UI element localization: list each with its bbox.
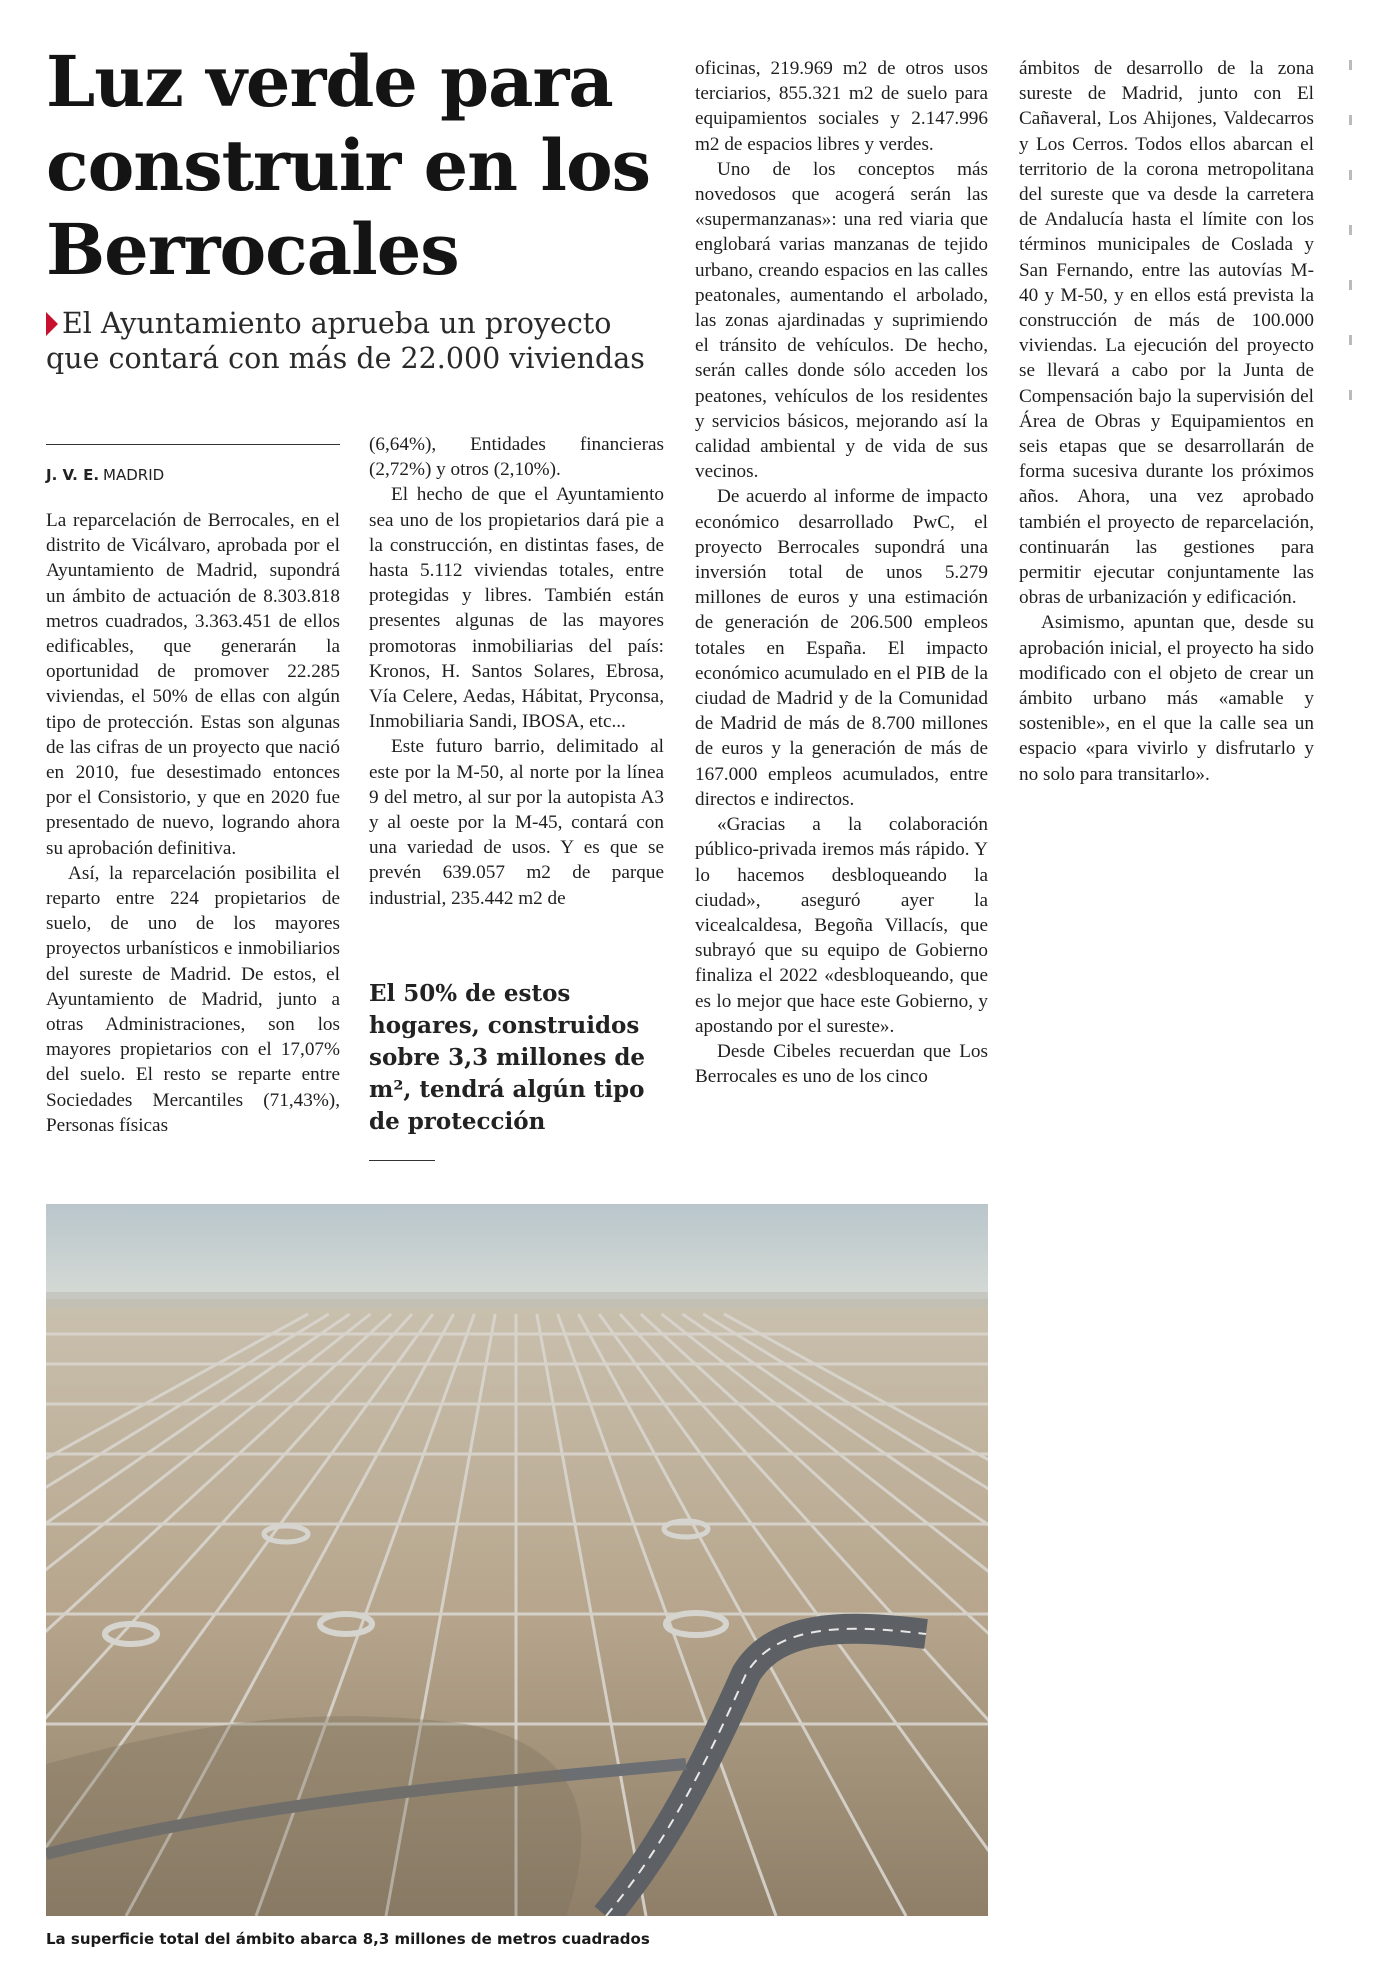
paragraph: ámbitos de desarrollo de la zona sureste de Madrid, junto con El Cañaveral, Los Ahijones, Valdecarros y Los Cerros. Todos ellos abarcan el territorio de la corona metropolitana del sureste que va desde la carretera de Andalucía hasta el límite con los términos municipales de Coslada y San Fernando, entre las autovías M-40 y M-50, y en ellos está prevista la construcción de más de 100.000 viviendas. La ejecución del proyecto se llevará a cabo por la Junta de Compensación bajo la supervisión del Área de Obras y Equipamientos en seis etapas que se desarrollarán de forma sucesiva durante los próximos años. Ahora, una vez aprobado también el proyecto de reparcelación, continuarán las gestiones para permitir ejecutar conjuntamente las obras de urbanización y edificación. bbox=[1019, 58, 1314, 609]
paragraph: «Gracias a la colaboración público-privada iremos más rápido. Y lo hacemos desbloqueando la ciudad», aseguró ayer la vicealcaldesa, Begoña Villacís, que subrayó que su equipo de Gobierno finaliza el 2022 «desbloqueando, que es lo mejor que hace este Gobierno, y apostando por el sureste». bbox=[695, 814, 988, 1037]
paragraph: La reparcelación de Berrocales, en el distrito de Vicálvaro, aprobada por el Ayuntamiento de Madrid, supondrá un ámbito de actuación de 8.303.818 metros cuadrados, 3.363.451 de ellos edificables, que generarán la oportunidad de promover 22.285 viviendas, el 50% de ellas con algún tipo de protección. Estas son algunas de las cifras de un proyecto que nació en 2010, fue desestimado entonces por el Consistorio, y que en 2020 fue presentado de nuevo, logrando ahora su aprobación definitiva. bbox=[46, 510, 340, 859]
page-edge-marks bbox=[1345, 60, 1355, 440]
byline-rule bbox=[46, 444, 340, 445]
body-column-3 bbox=[695, 56, 988, 1089]
byline-location: MADRID bbox=[103, 466, 165, 484]
byline bbox=[46, 466, 164, 484]
paragraph: Uno de los conceptos más novedosos que acogerá serán las «supermanzanas»: una red viaria que englobará varias manzanas de tejido urbano, creando espacios en las calles peatonales, aumentando el arbolado, las zonas ajardinadas y suprimiendo el tránsito de vehículos. De hecho, serán calles donde sólo acceden los peatones, vehículos de los residentes y servicios básicos, mejorando así la calidad ambiental y de vida de sus vecinos. bbox=[695, 158, 988, 483]
headline: Luz verde para construir en los Berrocales bbox=[46, 40, 651, 291]
pull-quote: El 50% de estos hogares, construidos sobre 3,3 millones de m², tendrá algún tipo de protección bbox=[369, 980, 646, 1135]
photo-caption: La superficie total del ámbito abarca 8,3 millones de metros cuadrados bbox=[46, 1930, 650, 1948]
paragraph: (6,64%), Entidades financieras (2,72%) y otros (2,10%). bbox=[369, 434, 664, 481]
pull-quote-rule bbox=[369, 1160, 435, 1161]
paragraph: Desde Cibeles recuerdan que Los Berrocales es uno de los cinco bbox=[695, 1040, 988, 1088]
deck-text: El Ayuntamiento aprueba un proyecto que contará con más de 22.000 viviendas bbox=[46, 307, 645, 375]
paragraph: Este futuro barrio, delimitado al este por la M-50, al norte por la línea 9 del metro, al sur por la autopista A3 y al oeste por la M-45, contará con una variedad de usos. Y es que se prevén 639.057 m2 de parque industrial, 235.442 m2 de bbox=[369, 736, 664, 909]
paragraph: El hecho de que el Ayuntamiento sea uno de los propietarios dará pie a la construcción, en distintas fases, de hasta 5.112 viviendas totales, entre protegidas y libres. También están presentes algunas de las mayores promotoras inmobiliarias del país: Kronos, H. Santos Solares, Ebrosa, Vía Celere, Aedas, Hábitat, Pryconsa, Inmobiliaria Sandi, IBOSA, etc... bbox=[369, 484, 664, 733]
body-column-4 bbox=[1019, 56, 1314, 787]
byline-author: J. V. E. bbox=[46, 466, 100, 484]
deck-subtitle bbox=[46, 306, 666, 376]
paragraph: De acuerdo al informe de impacto económico desarrollado PwC, el proyecto Berrocales supondrá una inversión total de unos 5.279 millones de euros y una estimación de generación de 206.500 empleos totales en España. El impacto económico acumulado en el PIB de la ciudad de Madrid y de la Comunidad de Madrid de más de 8.700 millones de euros y la generación de más de 167.000 empleos acumulados, entre directos e indirectos. bbox=[695, 486, 988, 810]
paragraph: oficinas, 219.969 m2 de otros usos terciarios, 855.321 m2 de suelo para equipamientos sociales y 2.147.996 m2 de espacios libres y verdes. bbox=[695, 58, 988, 155]
body-column-2 bbox=[369, 432, 664, 911]
paragraph: Asimismo, apuntan que, desde su aprobación inicial, el proyecto ha sido modificado con el objeto de crear un ámbito urbano más «amable y sostenible», en el que la calle sea un espacio «para vivirlo y disfrutarlo y no solo para transitarlo». bbox=[1019, 612, 1314, 785]
paragraph: Así, la reparcelación posibilita el reparto entre 224 propietarios de suelo, de uno de los mayores proyectos urbanísticos e inmobiliarios del sureste de Madrid. De estos, el Ayuntamiento de Madrid, junto a otras Administraciones, son los mayores propietarios con el 17,07% del suelo. El resto se reparte entre Sociedades Mercantiles (71,43%), Personas físicas bbox=[46, 862, 340, 1136]
aerial-photo bbox=[46, 1204, 988, 1916]
body-column-1 bbox=[46, 508, 340, 1138]
red-triangle-icon bbox=[46, 312, 58, 336]
